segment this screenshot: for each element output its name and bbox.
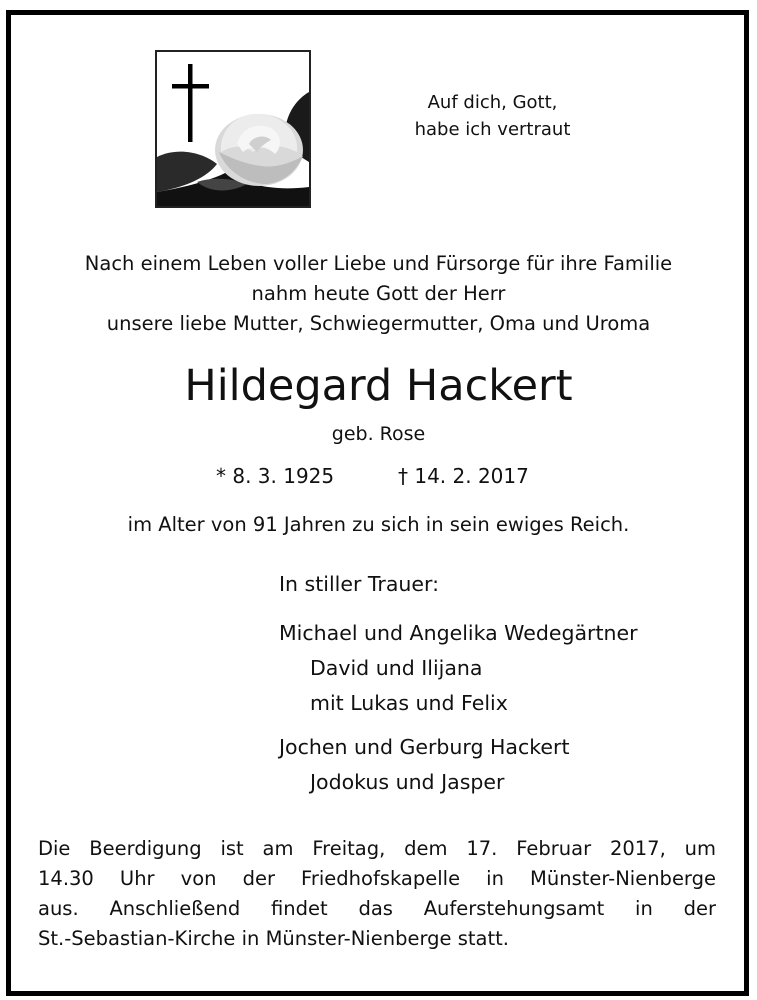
verse-line: Auf dich, Gott, xyxy=(427,92,558,113)
deceased-name: Hildegard Hackert xyxy=(184,361,573,411)
cross-rose-icon xyxy=(157,52,309,206)
mourner-line: David und Ilijana xyxy=(310,656,483,680)
intro-line: Nach einem Leben voller Liebe und Fürsorge für ihre Familie xyxy=(84,252,673,275)
mourner-line: Jochen und Gerburg Hackert xyxy=(279,735,570,759)
intro-line: unsere liebe Mutter, Schwiegermutter, Oma und Uroma xyxy=(106,312,651,335)
verse-line: habe ich vertraut xyxy=(414,119,571,140)
burial-line: 14.30 Uhr von der Friedhofskapelle in Münster-Nienberge xyxy=(38,867,716,890)
burial-line: aus. Anschließend findet das Auferstehungsamt in der xyxy=(38,897,716,920)
cross-rose-image xyxy=(155,50,311,208)
mourner-line: Michael und Angelika Wedegärtner xyxy=(279,621,638,645)
verse-block xyxy=(390,89,595,143)
burial-line: St.-Sebastian-Kirche in Münster-Nienberge statt. xyxy=(38,927,509,950)
birth-name: geb. Rose xyxy=(331,423,426,445)
mourning-heading: In stiller Trauer: xyxy=(279,572,439,596)
mourner-line: Jodokus und Jasper xyxy=(310,770,505,794)
mourner-line: mit Lukas und Felix xyxy=(310,691,508,715)
age-line: im Alter von 91 Jahren zu sich in sein ewiges Reich. xyxy=(127,513,630,536)
intro-line: nahm heute Gott der Herr xyxy=(251,282,506,305)
birth-date: * 8. 3. 1925 xyxy=(216,464,335,488)
death-date: † 14. 2. 2017 xyxy=(398,464,529,488)
burial-line: Die Beerdigung ist am Freitag, dem 17. Februar 2017, um xyxy=(38,837,716,860)
